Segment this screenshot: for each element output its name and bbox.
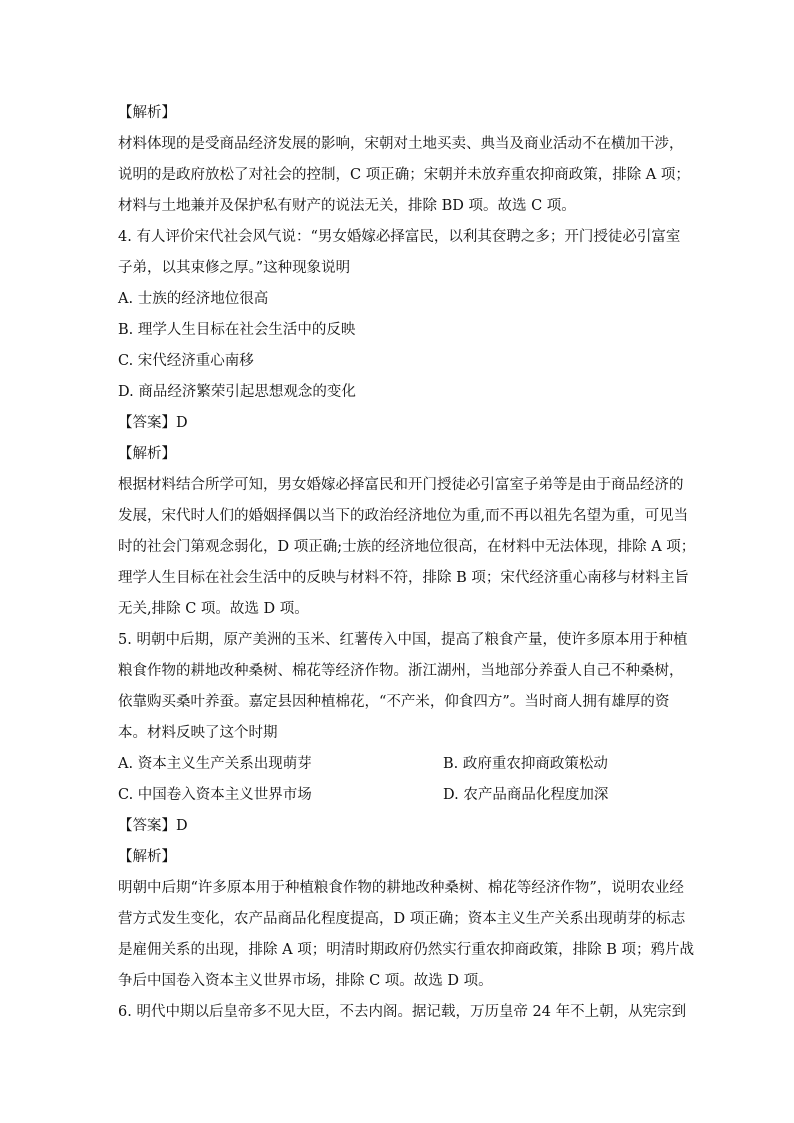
question-6-stem: 6. 明代中期以后皇帝多不见大臣，不去内阁。据记载，万历皇帝 24 年不上朝，从宪宗到 (118, 1004, 687, 1020)
question-4-option-d: D. 商品经济繁荣引起思想观念的变化 (118, 384, 356, 400)
question-4-analysis-line: 根据材料结合所学可知，男女婚嫁必择富民和开门授徒必引富室子弟等是由于商品经济的 (118, 477, 684, 493)
question-5-options-row (118, 749, 678, 780)
question-5-stem: 本。材料反映了这个时期 (118, 725, 278, 741)
question-5-option-a: A. 资本主义生产关系出现萌芽 (118, 756, 312, 772)
question-5-answer: 【答案】D (118, 818, 188, 834)
question-4-analysis-line: 理学人生目标在社会生活中的反映与材料不符，排除 B 项；宋代经济重心南移与材料主旨 (118, 570, 689, 586)
question-4-stem: 4. 有人评价宋代社会风气说：“男女婚嫁必择富民，以利其奁聘之多；开门授徒必引富室 (118, 229, 681, 245)
question-4-analysis-line: 发展，宋代时人们的婚姻择偶以当下的政治经济地位为重,而不再以祖先名望为重，可见当 (118, 508, 689, 524)
question-4-option-b: B. 理学人生目标在社会生活中的反映 (118, 322, 356, 338)
question-4-stem: 子弟，以其束修之厚。”这种现象说明 (118, 260, 351, 276)
question-5-stem: 5. 明朝中后期，原产美洲的玉米、红薯传入中国，提高了粮食产量，使许多原本用于种植 (118, 632, 688, 648)
question-4-option-c: C. 宋代经济重心南移 (118, 353, 254, 369)
question-5-analysis-heading: 【解析】 (118, 849, 176, 865)
question-5-option-c: C. 中国卷入资本主义世界市场 (118, 787, 312, 803)
question-5-analysis-line: 是雇佣关系的出现，排除 A 项；明清时期政府仍然实行重农抑商政策，排除 B 项；鸦片战 (118, 942, 695, 958)
question-5-analysis-line: 争后中国卷入资本主义世界市场，排除 C 项。故选 D 项。 (118, 973, 493, 989)
question-5-option-b: B. 政府重农抑商政策松动 (443, 756, 608, 772)
question-5-option-d: D. 农产品商品化程度加深 (443, 787, 609, 803)
question-4-answer: 【答案】D (118, 415, 188, 431)
document-page (118, 98, 696, 1028)
question-5-stem: 粮食作物的耕地改种桑树、棉花等经济作物。浙江湖州，当地部分养蚕人自己不种桑树， (118, 663, 684, 679)
question-4-analysis-line: 无关,排除 C 项。故选 D 项。 (118, 601, 309, 617)
question-4-option-a: A. 士族的经济地位很高 (118, 291, 269, 307)
question-4-analysis-line: 时的社会门第观念弱化，D 项正确;士族的经济地位很高，在材料中无法体现，排除 A 项； (118, 539, 696, 555)
question-5-analysis-line: 明朝中后期“许多原本用于种植粮食作物的耕地改种桑树、棉花等经济作物”，说明农业经 (118, 880, 684, 896)
analysis-line: 说明的是政府放松了对社会的控制，C 项正确；宋朝并未放弃重农抑商政策，排除 A 项； (118, 167, 690, 183)
question-5-analysis-line: 营方式发生变化，农产品商品化程度提高，D 项正确；资本主义生产关系出现萌芽的标志 (118, 911, 686, 927)
analysis-line: 材料与土地兼并及保护私有财产的说法无关，排除 BD 项。故选 C 项。 (118, 198, 576, 214)
question-5-options-row (118, 780, 678, 811)
question-5-stem: 依靠购买桑叶养蚕。嘉定县因种植棉花，“不产米，仰食四方”。当时商人拥有雄厚的资 (118, 694, 670, 710)
analysis-line: 材料体现的是受商品经济发展的影响，宋朝对土地买卖、典当及商业活动不在横加干涉， (118, 136, 684, 152)
question-4-analysis-heading: 【解析】 (118, 446, 176, 462)
analysis-heading: 【解析】 (118, 105, 176, 121)
